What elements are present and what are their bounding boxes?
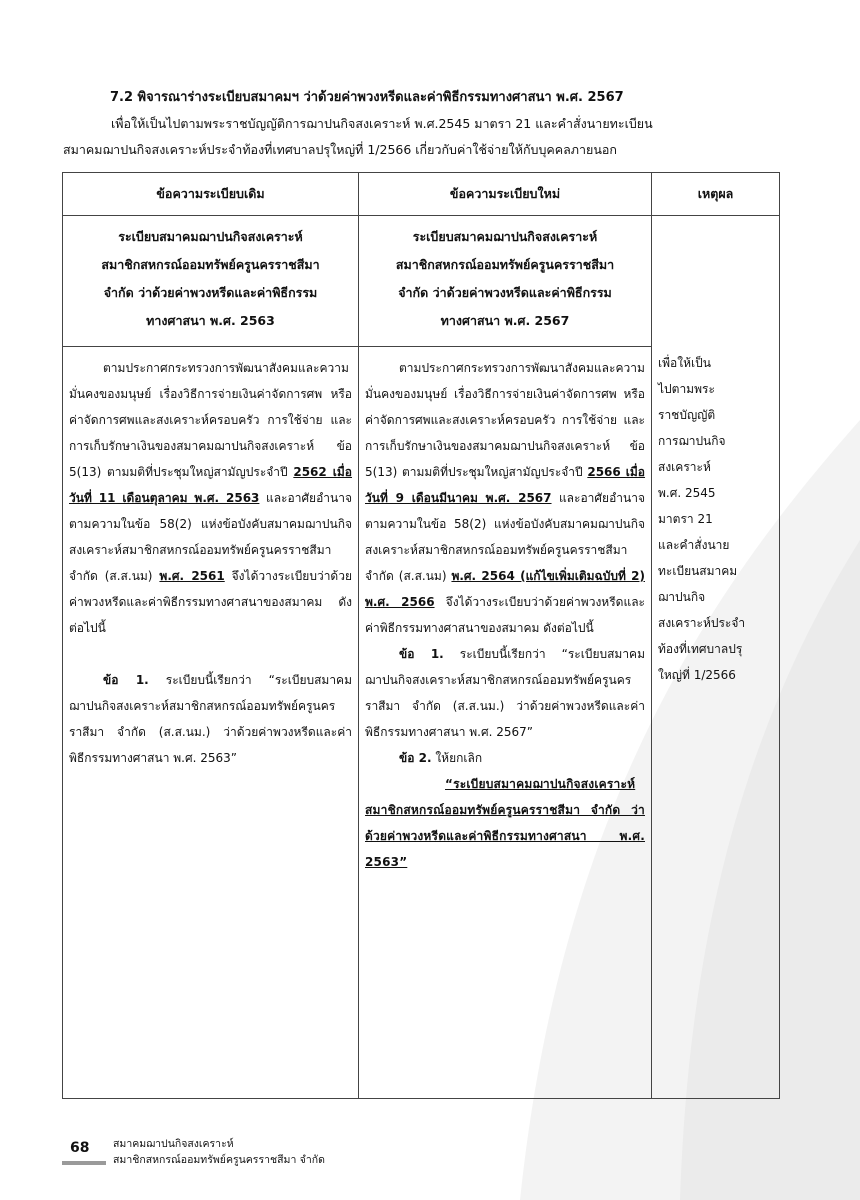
table-header-row — [63, 173, 780, 216]
page-number: 68 — [70, 1140, 90, 1156]
comparison-table — [62, 172, 780, 1099]
section-heading: 7.2 พิจารณาร่างระเบียบสมาคมฯ ว่าด้วยค่าพวงหรีดและค่าพิธีกรรมทางศาสนา พ.ศ. 2567 — [110, 90, 624, 105]
new-clause-2: ข้อ 2. ให้ยกเลิก — [399, 751, 483, 765]
new-regulation-title: ระเบียบสมาคมฌาปนกิจสงเคราะห์ สมาชิกสหกรณ์ออมทรัพย์ครูนครราชสีมา จำกัด ว่าด้วยค่าพวงหรีดและค่าพิธีกรรม ทางศาสนา พ.ศ. 2567 — [395, 229, 615, 328]
intro-line-1: เพื่อให้เป็นไปตามพระราชบัญญัติการฌาปนกิจสงเคราะห์ พ.ศ.2545 มาตรา 21 และคำสั่งนายทะเบียน — [111, 116, 653, 131]
old-body-cell — [63, 347, 359, 1099]
old-preamble: ตามประกาศกระทรวงการพัฒนาสังคมและความมั่นคงของมนุษย์ เรื่องวิธีการจ่ายเงินค่าจัดการศพ หรือค่าจัดการศพและสงเคราะห์ครอบครัว การใช้จ่าย และการเก็บรักษาเงินของสมาคมฌาปนกิจสงเคราะห์ ข้อ 5(13) ตามมติที่ประชุมใหญ่สามัญประจำปี 2562 เมื่อวันที่ 11 เดือนตุลาคม พ.ศ. 2563 และอาศัยอำนาจตามความในข้อ 58(2) แห่งข้อบังคับสมาคมฌาปนกิจสงเคราะห์สมาชิกสหกรณ์ออมทรัพย์ครูนครราชสีมา จำกัด (ส.ส.นม) พ.ศ. 2561 จึงได้วางระเบียบว่าด้วยค่าพวงหรีดและค่าพิธีกรรมทางศาสนาของสมาคม ดังต่อไปนี้ — [69, 361, 353, 635]
reason-text: เพื่อให้เป็น ไปตามพระ ราชบัญญัติ การฌาปนกิจ สงเคราะห์ พ.ศ. 2545 มาตรา 21 และคำสั่งนาย ทะเบียนสมาคม ฌาปนกิจ สงเคราะห์ประจำ ท้องที่เทศบาลปรุ ใหญ่ที่ 1/2566 — [658, 356, 746, 682]
intro-line-2: สมาคมฌาปนกิจสงเคราะห์ประจำท้องที่เทศบาลปรุใหญ่ที่ 1/2566 เกี่ยวกับค่าใช้จ่ายให้กับบุคคลภายนอก — [63, 142, 617, 157]
new-preamble: ตามประกาศกระทรวงการพัฒนาสังคมและความมั่นคงของมนุษย์ เรื่องวิธีการจ่ายเงินค่าจัดการศพ หรือค่าจัดการศพและสงเคราะห์ครอบครัว การใช้จ่าย และการเก็บรักษาเงินของสมาคมฌาปนกิจสงเคราะห์ ข้อ 5(13) ตามมติที่ประชุมใหญ่สามัญประจำปี 2566 เมื่อวันที่ 9 เดือนมีนาคม พ.ศ. 2567 และอาศัยอำนาจตามความในข้อ 58(2) แห่งข้อบังคับสมาคมฌาปนกิจสงเคราะห์สมาชิกสหกรณ์ออมทรัพย์ครูนครราชสีมา จำกัด (ส.ส.นม) พ.ศ. 2564 (แก้ไขเพิ่มเติมฉบับที่ 2) พ.ศ. 2566 จึงได้วางระเบียบว่าด้วยค่าพวงหรีดและค่าพิธีกรรมทางศาสนาของสมาคม ดังต่อไปนี้ — [365, 361, 646, 635]
cancelled-regulation: “ระเบียบสมาคมฌาปนกิจสงเคราะห์ สมาชิกสหกรณ์ออมทรัพย์ครูนครราชสีมา จำกัด ว่าด้วยค่าพวงหรีดและค่าพิธีกรรมทางศาสนา พ.ศ. 2563” — [365, 777, 645, 869]
new-clause-1: ข้อ 1. ระเบียบนี้เรียกว่า “ระเบียบสมาคมฌาปนกิจสงเคราะห์สมาชิกสหกรณ์ออมทรัพย์ครูนครราสีมา จำกัด (ส.ส.นม.) ว่าด้วยค่าพวงหรีดและค่าพิธีกรรมทางศาสนา พ.ศ. 2567” — [365, 647, 645, 739]
header-old-text: ข้อความระเบียบเดิม — [63, 173, 359, 216]
old-clause-1: ข้อ 1. ระเบียบนี้เรียกว่า “ระเบียบสมาคมฌาปนกิจสงเคราะห์สมาชิกสหกรณ์ออมทรัพย์ครูนครราสีมา จำกัด (ส.ส.นม.) ว่าด้วยค่าพวงหรีดและค่าพิธีกรรมทางศาสนา พ.ศ. 2563” — [69, 673, 352, 765]
footer-organization: สมาคมฌาปนกิจสงเคราะห์ สมาชิกสหกรณ์ออมทรัพย์ครูนครราชสีมา จำกัด — [113, 1138, 325, 1166]
new-body-cell — [359, 347, 652, 1099]
reason-cell — [652, 216, 780, 1099]
title-row — [63, 216, 780, 347]
footer-bar — [62, 1161, 106, 1165]
old-regulation-title: ระเบียบสมาคมฌาปนกิจสงเคราะห์ สมาชิกสหกรณ์ออมทรัพย์ครูนครราชสีมา จำกัด ว่าด้วยค่าพวงหรีดและค่าพิธีกรรม ทางศาสนา พ.ศ. 2563 — [101, 229, 320, 328]
new-title-cell — [359, 216, 652, 347]
header-reason: เหตุผล — [652, 173, 780, 216]
old-title-cell — [63, 216, 359, 347]
header-new-text: ข้อความระเบียบใหม่ — [359, 173, 652, 216]
